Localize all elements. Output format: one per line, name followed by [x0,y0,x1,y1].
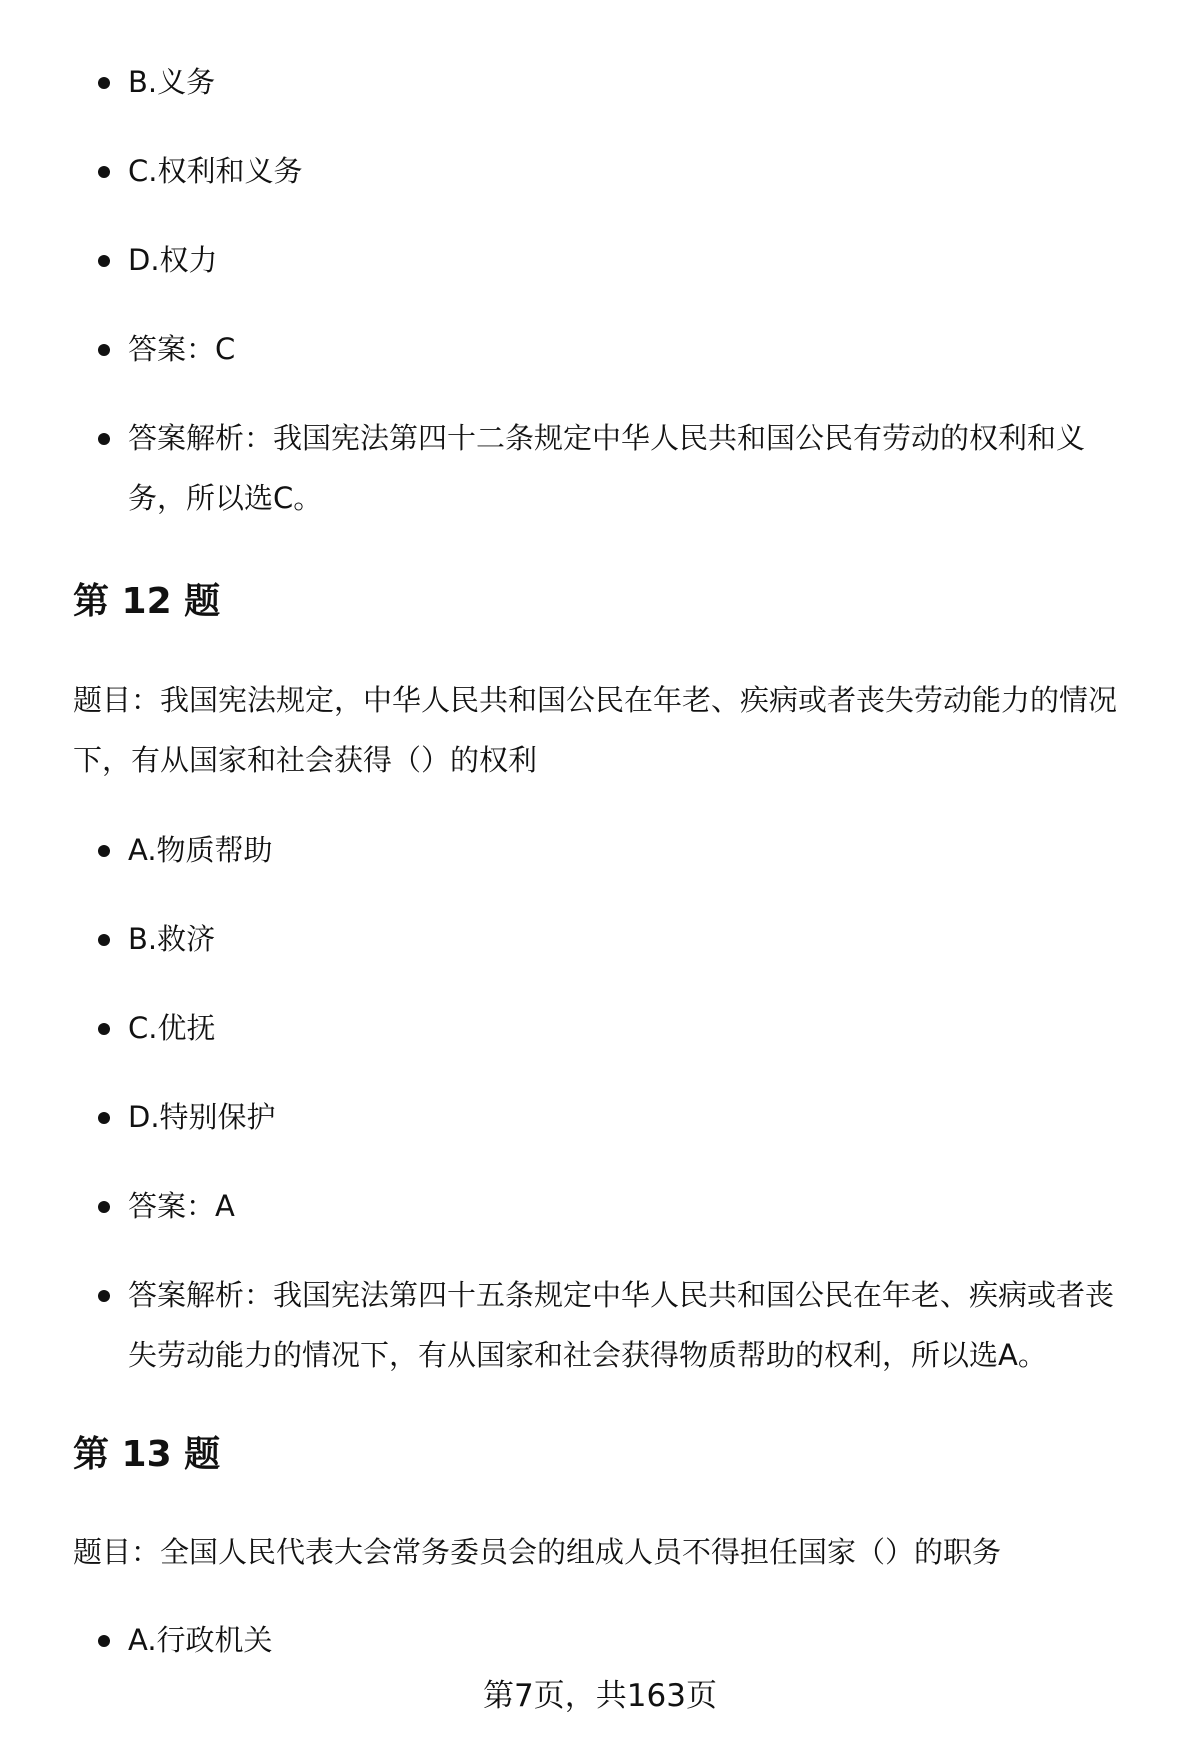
option-item [0,230,1128,290]
question-12-block [0,820,1200,1414]
bullet-icon [98,433,110,445]
page-footer: 第7页，共163页 [483,1678,717,1714]
answer-text: 答案：C [128,332,236,366]
option-item [0,1610,1128,1670]
option-text: D.特别保护 [128,1100,276,1134]
option-text: C.权利和义务 [128,154,303,188]
answer-item [0,319,1128,379]
bullet-icon [98,1023,110,1035]
option-text: A.物质帮助 [128,833,273,867]
option-item [0,141,1128,201]
option-item [0,998,1128,1058]
option-item [0,52,1128,112]
bullet-icon [98,934,110,946]
prev-question-block [0,52,1200,557]
bullet-icon [98,1290,110,1302]
explanation-item [0,408,1128,528]
question-13-options [0,1610,1200,1670]
bullet-icon [98,77,110,89]
bullet-icon [98,255,110,267]
question-12-options [0,820,1200,1385]
explanation-text: 答案解析：我国宪法第四十二条规定中华人民共和国公民有劳动的权利和义务，所以选C。 [128,421,1086,515]
bullet-icon [98,344,110,356]
option-text: D.权力 [128,243,218,277]
prev-question-options [0,52,1200,528]
bullet-icon [98,166,110,178]
answer-text: 答案：A [128,1189,235,1223]
option-text: B.救济 [128,922,216,956]
option-item [0,1087,1128,1147]
question-13-heading: 第 13 题 [73,1434,221,1475]
option-text: A.行政机关 [128,1623,273,1657]
question-12-text: 题目：我国宪法规定，中华人民共和国公民在年老、疾病或者丧失劳动能力的情况下，有从国家和社会获得（）的权利 [73,683,1118,777]
bullet-icon [98,1635,110,1647]
option-item [0,820,1128,880]
explanation-text: 答案解析：我国宪法第四十五条规定中华人民共和国公民在年老、疾病或者丧失劳动能力的情况下，有从国家和社会获得物质帮助的权利，所以选A。 [128,1278,1115,1372]
answer-item [0,1176,1128,1236]
explanation-item [0,1265,1128,1385]
bullet-icon [98,845,110,857]
option-item [0,909,1128,969]
question-13-text: 题目：全国人民代表大会常务委员会的组成人员不得担任国家（）的职务 [73,1535,1002,1569]
bullet-icon [98,1201,110,1213]
question-12-heading: 第 12 题 [73,581,221,622]
bullet-icon [98,1112,110,1124]
option-text: B.义务 [128,65,216,99]
option-text: C.优抚 [128,1011,216,1045]
